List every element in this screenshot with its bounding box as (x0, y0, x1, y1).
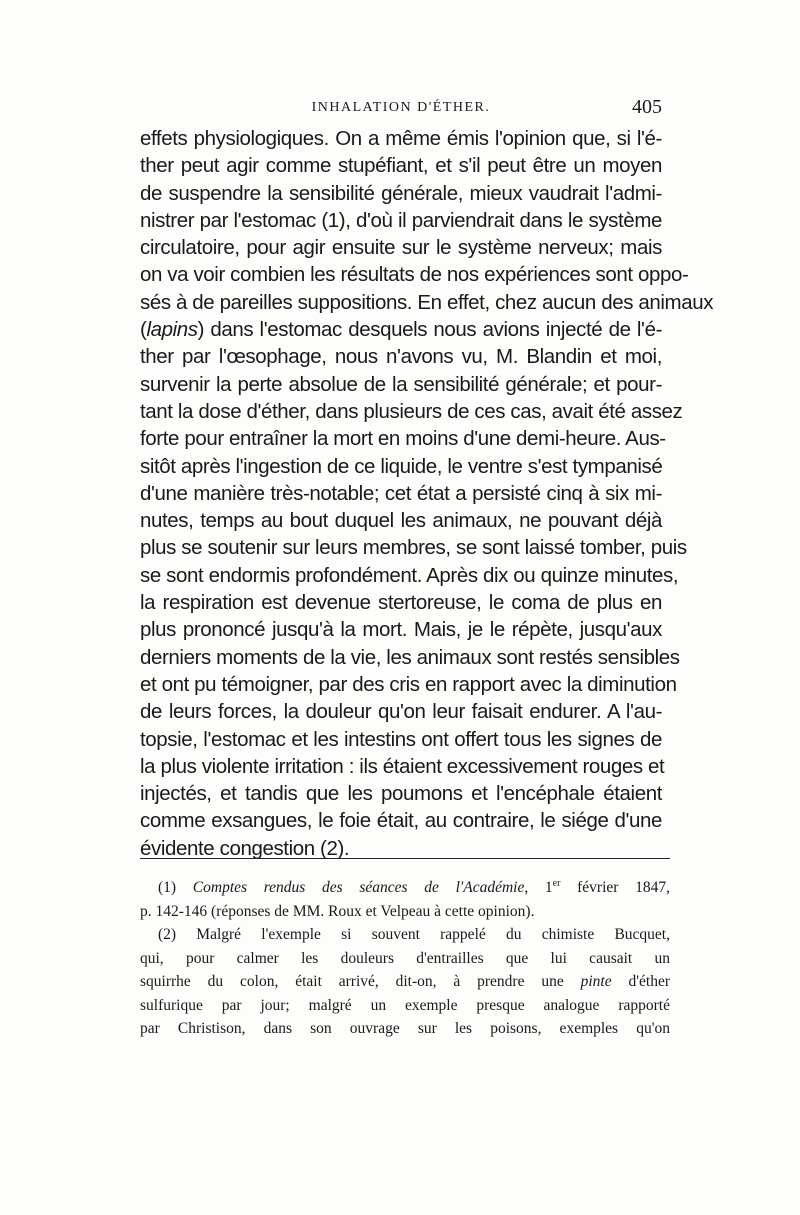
text-line: la plus violente irritation : ils étaient excessivement rouges et (140, 754, 665, 778)
main-text (140, 125, 714, 862)
text-line: effets physiologiques. On a même émis l'opinion que, si l'é- (140, 127, 662, 150)
footnote-1-superscript: er (552, 878, 561, 889)
text-line: plus prononcé jusqu'à la mort. Mais, je le répète, jusqu'aux (140, 618, 662, 642)
paren-open: ( (140, 318, 147, 342)
footnote-1-date: février 1847, (560, 879, 671, 896)
footnote-2-line-1: (2) Malgré l'exemple si souvent rappelé du chimiste Bucquet, (158, 926, 670, 943)
running-head (140, 98, 662, 122)
footnote-2-line-3 (140, 970, 670, 994)
text-line: tant la dose d'éther, dans plusieurs de ces cas, avait été assez (140, 399, 683, 423)
text-line: sés à de pareilles suppositions. En effet, chez aucun des animaux (140, 290, 714, 314)
footnote-1-mid: , 1 (524, 879, 553, 896)
text-line: ther peut agir comme stupéfiant, et s'il peut être un moyen (140, 154, 662, 178)
text-line: forte pour entraîner la mort en moins d'une demi-heure. Aus- (140, 427, 666, 451)
text-line-final: évidente congestion (2). (140, 836, 350, 860)
footnote-1-line-2: p. 142-146 (réponses de MM. Roux et Velpeau à cette opinion). (140, 902, 535, 920)
italic-lapins: lapins (146, 318, 198, 342)
footnote-rule (140, 858, 670, 859)
footnote-2-line-4: sulfurique par jour; malgré un exemple presque analogue rapporté (140, 996, 670, 1014)
footnote-2-line-5: par Christison, dans son ouvrage sur les poisons, exemples qu'on (140, 1020, 670, 1037)
text-line-lapins (140, 316, 662, 343)
text-line: circulatoire, pour agir ensuite sur le système nerveux; mais (140, 236, 662, 260)
text-line: on va voir combien les résultats de nos expériences sont oppo- (140, 263, 689, 287)
text-line: nutes, temps au bout duquel les animaux, ne pouvant déjà (140, 509, 662, 533)
text-line: comme exsangues, le foie était, au contraire, le siége d'une (140, 809, 662, 833)
footnote-1-italic-title: Comptes rendus des séances de l'Académie (192, 879, 525, 896)
footnote-2-line-3-b: d'éther (611, 973, 670, 990)
text-line: ther par l'œsophage, nous n'avons vu, M. Blandin et moi, (140, 345, 662, 369)
footnote-2-italic-pinte: pinte (580, 973, 612, 990)
text-line: derniers moments de la vie, les animaux sont restés sensibles (140, 645, 680, 669)
text-line: injectés, et tandis que les poumons et l'encéphale étaient (140, 782, 662, 806)
footnote-1-marker: (1) (158, 879, 177, 896)
text-line: nistrer par l'estomac (1), d'où il parviendrait dans le système (140, 208, 662, 232)
footnote-1-line-1 (140, 876, 670, 900)
text-line: de suspendre la sensibilité générale, mieux vaudrait l'admi- (140, 181, 662, 205)
line-rest: ) dans l'estomac desquels nous avions injecté de l'é- (197, 318, 662, 342)
footnote-2-line-2: qui, pour calmer les douleurs d'entrailles que lui causait un (140, 949, 670, 967)
text-line: plus se soutenir sur leurs membres, se sont laissé tomber, puis (140, 536, 687, 560)
text-line: survenir la perte absolue de la sensibilité générale; et pour- (140, 372, 662, 396)
running-title: INHALATION D'ÉTHER. (311, 100, 491, 115)
text-line: sitôt après l'ingestion de ce liquide, le ventre s'est tympanisé (140, 454, 663, 478)
footnote-2-line-3-a: squirrhe du colon, était arrivé, dit-on, à prendre une (140, 973, 581, 990)
text-line: se sont endormis profondément. Après dix ou quinze minutes, (140, 563, 679, 587)
text-line: d'une manière très-notable; cet état a persisté cinq à six mi- (140, 481, 662, 505)
text-line: et ont pu témoigner, par des cris en rapport avec la diminution (140, 672, 677, 696)
text-line: topsie, l'estomac et les intestins ont offert tous les signes de (140, 727, 662, 751)
footnotes (140, 876, 670, 1041)
text-line: de leurs forces, la douleur qu'on leur faisait endurer. A l'au- (140, 700, 662, 724)
page-number: 405 (632, 96, 662, 118)
text-line: la respiration est devenue stertoreuse, le coma de plus en (140, 591, 662, 615)
